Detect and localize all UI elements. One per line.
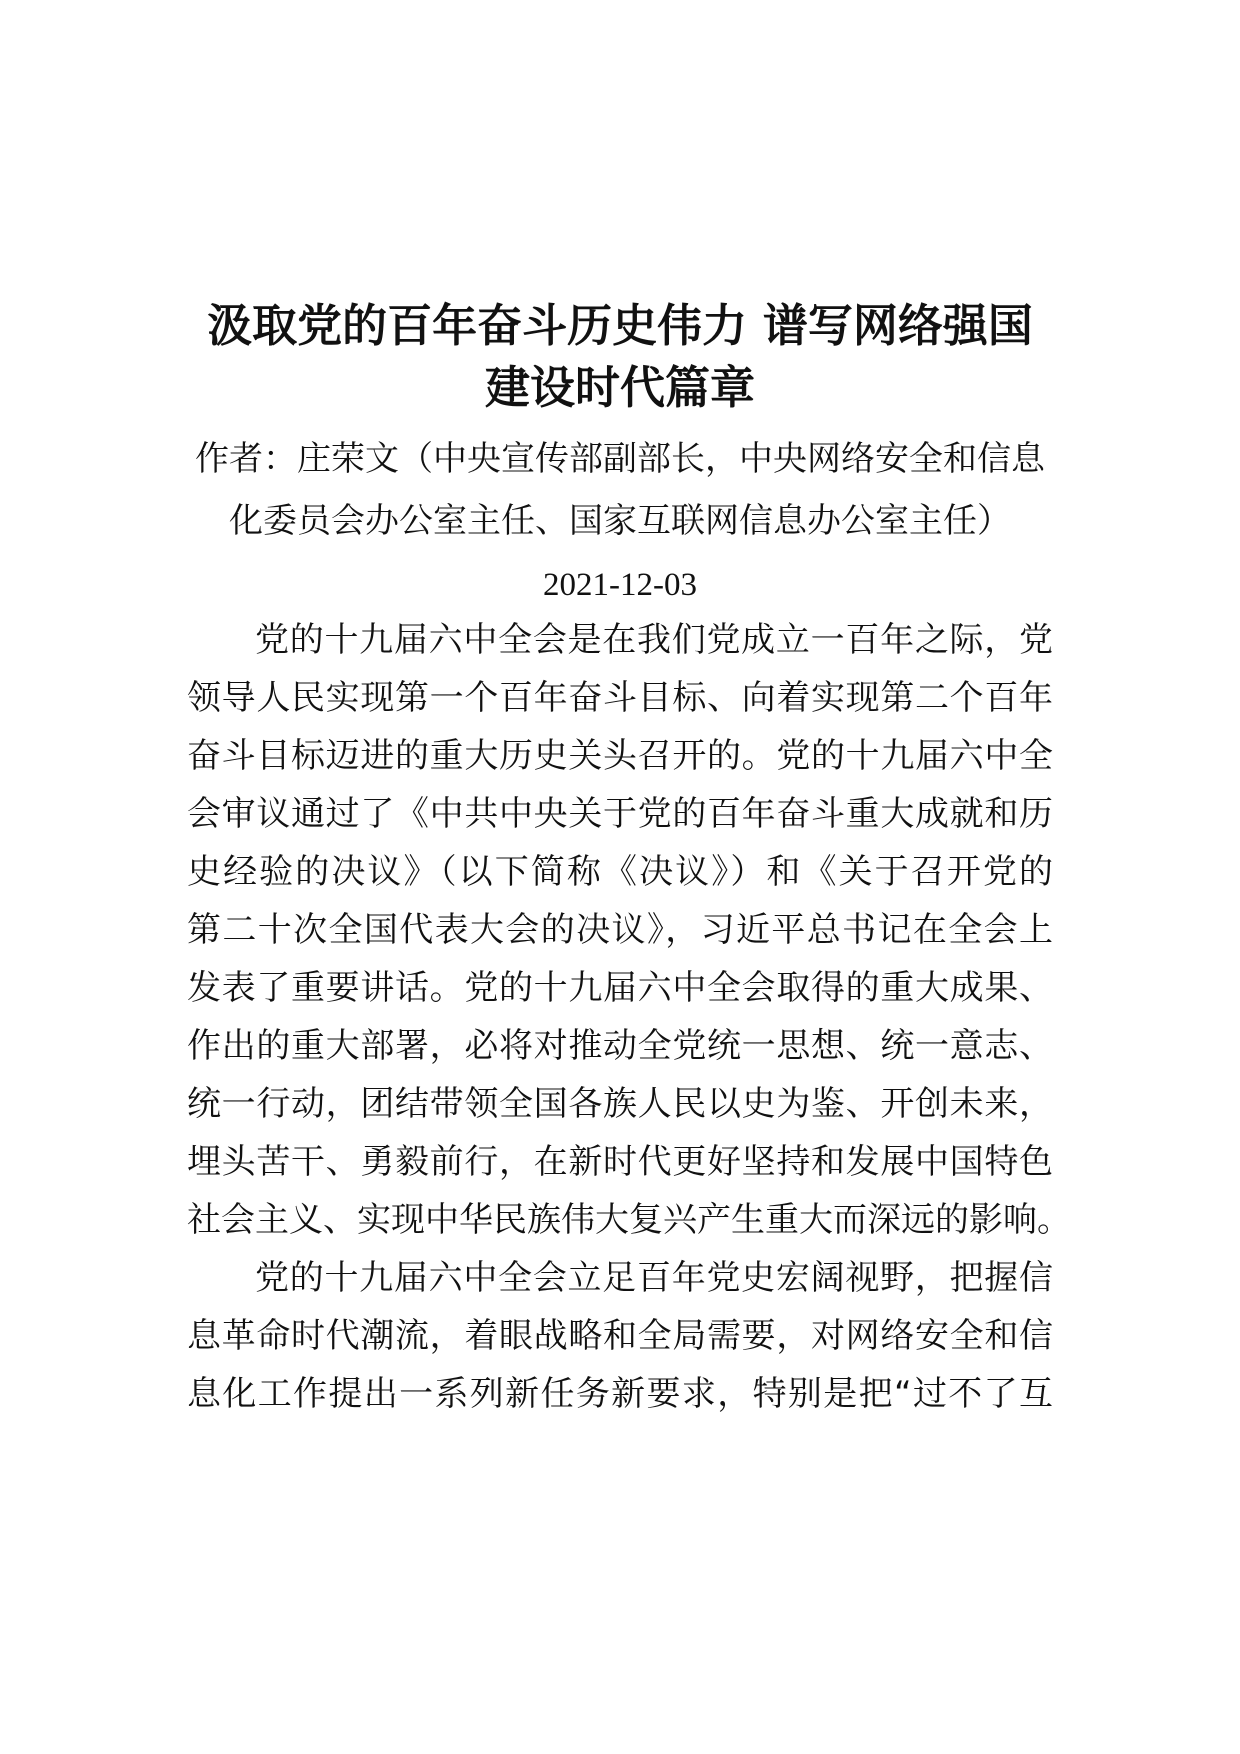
paragraph-1-line-8: 作出的重大部署，必将对推动全党统一思想、统一意志、 xyxy=(187,1026,1053,1066)
title-line-1: 汲取党的百年奋斗历史伟力 谱写网络强国 xyxy=(207,299,1033,352)
paragraph-1-line-7: 发表了重要讲话。党的十九届六中全会取得的重大成果、 xyxy=(187,968,1053,1008)
paragraph-1-line-4: 会审议通过了《中共中央关于党的百年奋斗重大成就和历 xyxy=(187,794,1053,834)
paragraph-1-line-3: 奋斗目标迈进的重大历史关头召开的。党的十九届六中全 xyxy=(187,736,1053,776)
author-line-1: 作者：庄荣文（中央宣传部副部长，中央网络安全和信息 xyxy=(195,439,1045,479)
author-line-2: 化委员会办公室主任、国家互联网信息办公室主任） xyxy=(229,501,1011,541)
paragraph-2-line-1: 党的十九届六中全会立足百年党史宏阔视野，把握信 xyxy=(255,1258,1053,1298)
title-line-2: 建设时代篇章 xyxy=(484,361,755,414)
paragraph-1-line-10: 埋头苦干、勇毅前行，在新时代更好坚持和发展中国特色 xyxy=(187,1142,1053,1182)
publish-date: 2021-12-03 xyxy=(543,567,697,603)
paragraph-1-line-11: 社会主义、实现中华民族伟大复兴产生重大而深远的影响。 xyxy=(187,1200,1071,1240)
paragraph-1-line-1: 党的十九届六中全会是在我们党成立一百年之际，党 xyxy=(255,620,1053,660)
paragraph-2-line-3: 息化工作提出一系列新任务新要求，特别是把“过不了互 xyxy=(187,1374,1053,1414)
paragraph-1-line-9: 统一行动，团结带领全国各族人民以史为鉴、开创未来， xyxy=(187,1084,1053,1124)
paragraph-2-line-2: 息革命时代潮流，着眼战略和全局需要，对网络安全和信 xyxy=(187,1316,1053,1356)
paragraph-1-line-6: 第二十次全国代表大会的决议》，习近平总书记在全会上 xyxy=(187,910,1053,950)
paragraph-1-line-2: 领导人民实现第一个百年奋斗目标、向着实现第二个百年 xyxy=(187,678,1053,718)
paragraph-1-line-5: 史经验的决议》（以下简称《决议》）和《关于召开党的 xyxy=(187,852,1053,892)
